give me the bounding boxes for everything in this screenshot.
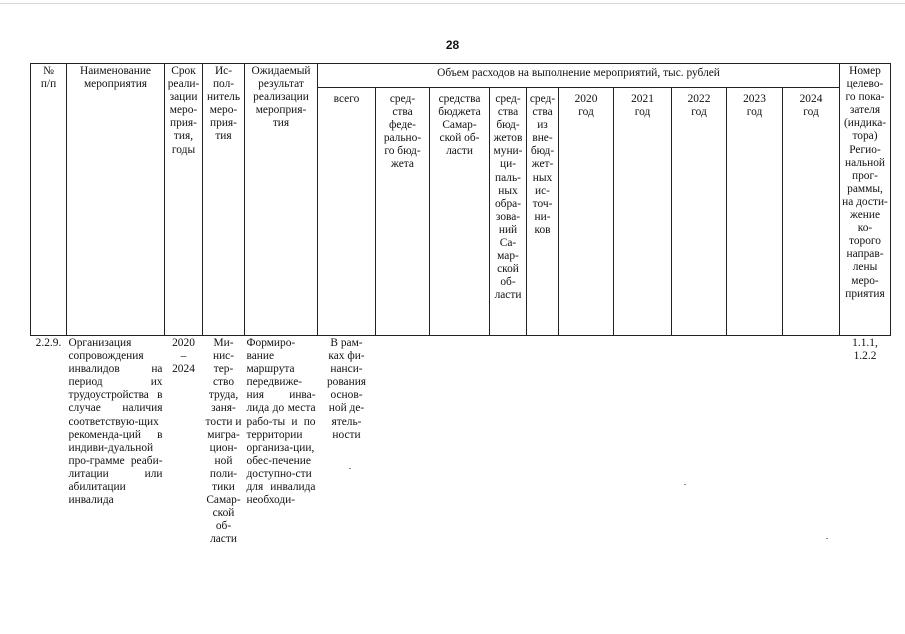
header-year-2022: 2022 год: [672, 88, 727, 336]
header-federal: сред- ства феде- рально- го бюд- жета: [376, 88, 430, 336]
header-year-2024: 2024 год: [783, 88, 840, 336]
header-year-2021: 2021 год: [614, 88, 672, 336]
row-term: 2020 – 2024: [165, 336, 203, 576]
header-regional: средства бюджета Самар- ской об- ласти: [430, 88, 490, 336]
expenses-table: [30, 63, 891, 576]
row-indicator: 1.1.1, 1.2.2: [840, 336, 891, 576]
header-term: Срок реали- зации меро- прия- тия, годы: [165, 64, 203, 336]
header-extrabudget: сред- ства из вне- бюд- жет- ных ис- точ- ни- ков: [527, 88, 559, 336]
header-municipal: сред- ства бюд- жетов муни- ци- паль- ных обра- зова- ний Са- мар- ской об- ласти: [490, 88, 527, 336]
header-year-2023: 2023 год: [727, 88, 783, 336]
header-expenses-group: Объем расходов на выполнение мероприятий, тыс. рублей: [318, 64, 840, 88]
header-total: всего: [318, 88, 376, 336]
row-executor: Ми- нис- тер- ство труда, заня- тости и мигра- цион- ной поли- тики Самар- ской об- ласти: [203, 336, 245, 576]
header-year-2020: 2020 год: [559, 88, 614, 336]
scan-speck: [349, 468, 351, 469]
header-result: Ожидаемый результат реализации мероприя- тия: [245, 64, 318, 336]
row-name: Организация сопровождения инвалидов на период их трудоустройства в случае наличия соответствую-щих рекоменда-ций в индиви-дуальной про-грамме реаби-литации или абилитации инвалида: [67, 336, 165, 576]
header-indicator: Номер целево- го пока- зателя (индика- тора) Регио- нальной прог- раммы, на дости- жение ко- торого направ- лены меро- приятия: [840, 64, 891, 336]
table-row: [31, 336, 891, 576]
scan-speck: [684, 484, 686, 485]
row-num: 2.2.9.: [31, 336, 67, 576]
page-number: 28: [445, 38, 460, 52]
scan-edge-line: [0, 3, 905, 4]
row-total: В рам- ках фи- нанси- рования основ- ной де- ятель- ности: [318, 336, 376, 576]
header-executor: Ис- пол- нитель меро- прия- тия: [203, 64, 245, 336]
header-num: № п/п: [31, 64, 67, 336]
scan-speck: [826, 538, 828, 539]
row-result: Формиро-вание маршрута передвиже-ния инва-лида до места рабо-ты и по территории организа-ции, обес-печение доступно-сти для инвалида необходи-: [245, 336, 318, 576]
header-name: Наименование мероприятия: [67, 64, 165, 336]
